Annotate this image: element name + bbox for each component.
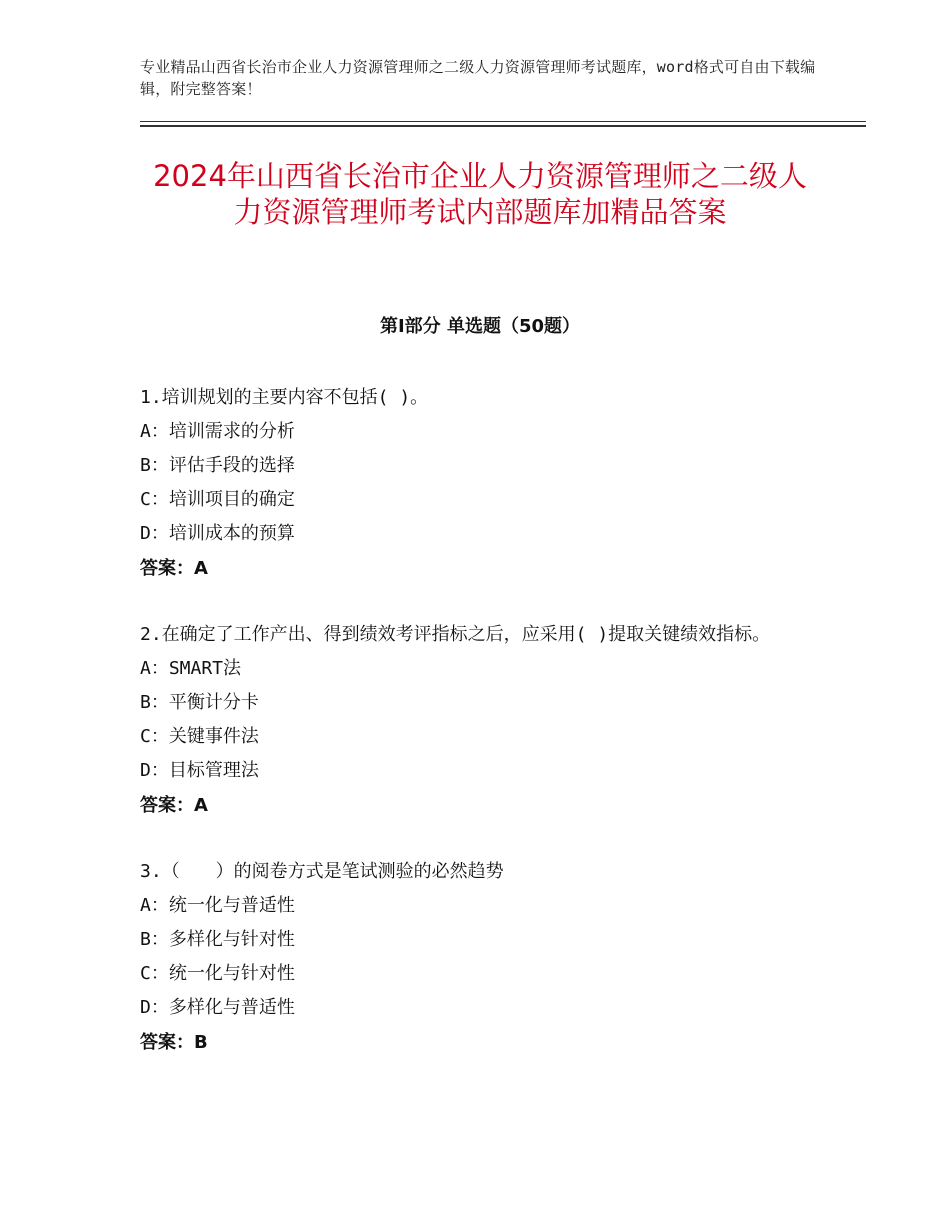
section-heading: 第Ⅰ部分 单选题（50题）: [379, 316, 580, 337]
question-stem: 1.培训规划的主要内容不包括( )。: [140, 387, 429, 408]
answer-label: 答案：B: [140, 1032, 208, 1053]
option-a: A：培训需求的分析: [140, 421, 295, 442]
option-b: B：平衡计分卡: [140, 692, 259, 713]
answer-label: 答案：A: [140, 558, 208, 579]
question-stem: 2.在确定了工作产出、得到绩效考评指标之后，应采用( )提取关键绩效指标。: [140, 624, 771, 645]
question-3: [140, 855, 820, 1061]
option-c: C：培训项目的确定: [140, 489, 295, 510]
option-b: B：评估手段的选择: [140, 455, 295, 476]
option-c: C：统一化与针对性: [140, 963, 295, 984]
document-title: 2024年山西省长治市企业人力资源管理师之二级人力资源管理师考试内部题库加精品答案: [153, 159, 807, 229]
option-a: A：SMART法: [140, 658, 242, 679]
question-1: [140, 381, 820, 587]
option-d: D：多样化与普适性: [140, 997, 295, 1018]
option-d: D：培训成本的预算: [140, 523, 295, 544]
header-rule-thick: [140, 125, 866, 127]
answer-label: 答案：A: [140, 795, 208, 816]
question-list: [140, 381, 820, 1092]
option-d: D：目标管理法: [140, 760, 259, 781]
option-b: B：多样化与针对性: [140, 929, 295, 950]
question-stem: 3.（ ）的阅卷方式是笔试测验的必然趋势: [140, 861, 504, 882]
option-c: C：关键事件法: [140, 726, 259, 747]
header-note: 专业精品山西省长治市企业人力资源管理师之二级人力资源管理师考试题库，word格式可自由下载编辑，附完整答案！: [140, 58, 816, 98]
question-2: [140, 618, 820, 824]
header-rule-thin: [140, 121, 866, 122]
option-a: A：统一化与普适性: [140, 895, 295, 916]
